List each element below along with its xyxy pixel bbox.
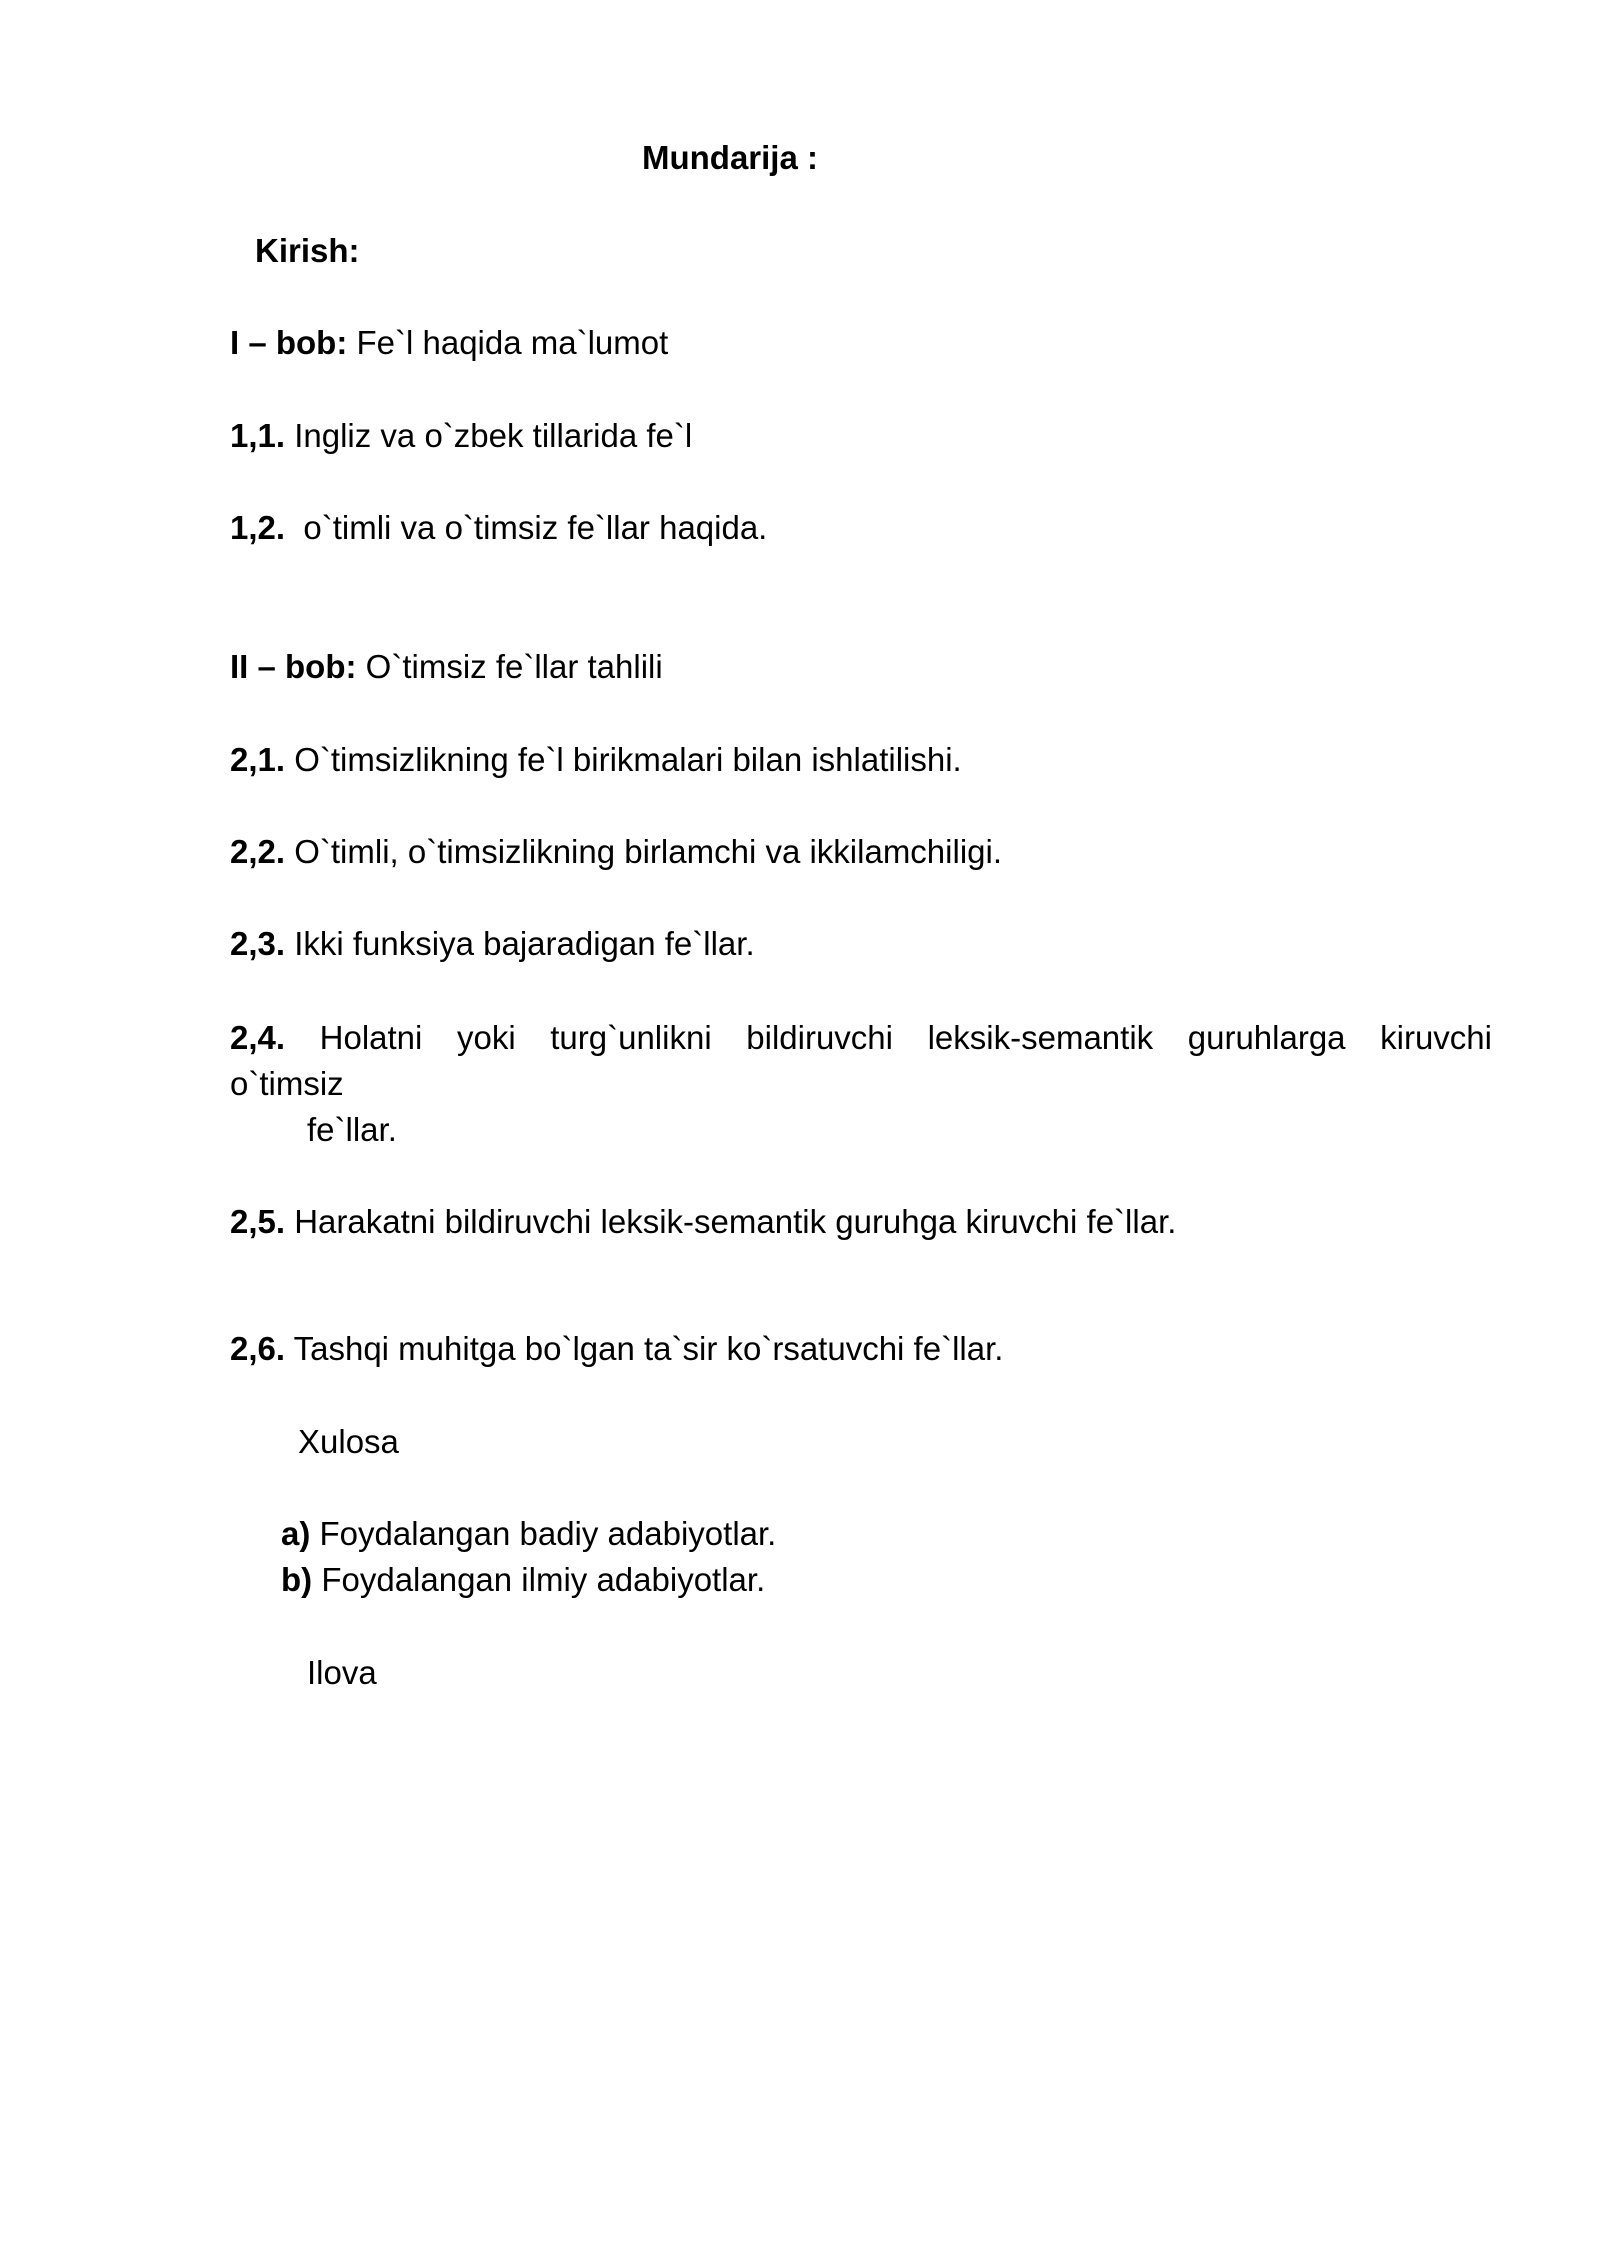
chapter-2-label: II – bob: xyxy=(230,648,357,685)
section-2-4-word: yoki xyxy=(456,1019,516,1056)
references-a-entry xyxy=(281,1511,776,1557)
references-b-label: b) xyxy=(281,1561,313,1598)
chapter-2-entry xyxy=(230,644,663,690)
section-2-4-entry xyxy=(230,1015,1492,1153)
section-2-5-number: 2,5. xyxy=(230,1203,286,1240)
section-2-4-word: turg`unlikni xyxy=(550,1019,712,1056)
references-b-title: Foydalangan ilmiy adabiyotlar. xyxy=(312,1561,766,1598)
chapter-1-label: I – bob: xyxy=(230,324,348,361)
section-2-4-line-1 xyxy=(230,1015,1492,1061)
section-2-4-word: kiruvchi xyxy=(1380,1019,1492,1056)
references-b-entry xyxy=(281,1557,765,1603)
section-2-2-title: O`timli, o`timsizlikning birlamchi va ikkilamchiligi. xyxy=(285,833,1003,870)
appendix-entry: Ilova xyxy=(307,1654,377,1691)
section-1-2-entry xyxy=(230,505,767,551)
section-2-4-number: 2,4. xyxy=(230,1019,286,1056)
references-a-label: a) xyxy=(281,1515,311,1552)
section-2-4-word: Holatni xyxy=(319,1019,423,1056)
section-2-5-entry xyxy=(230,1199,1176,1245)
section-1-1-title: Ingliz va o`zbek tillarida fe`l xyxy=(285,417,693,454)
intro-heading: Kirish: xyxy=(255,232,360,269)
section-2-2-number: 2,2. xyxy=(230,833,286,870)
section-2-6-entry xyxy=(230,1326,1003,1372)
section-2-4-word: bildiruvchi xyxy=(746,1019,893,1056)
chapter-1-title: Fe`l haqida ma`lumot xyxy=(347,324,669,361)
section-2-4-word: leksik-semantik xyxy=(927,1019,1154,1056)
section-2-4-line-3: fe`llar. xyxy=(307,1111,397,1148)
references-a-title: Foydalangan badiy adabiyotlar. xyxy=(310,1515,777,1552)
section-2-6-title: Tashqi muhitga bo`lgan ta`sir ko`rsatuvchi fe`llar. xyxy=(285,1330,1004,1367)
section-2-2-entry xyxy=(230,829,1002,875)
section-1-2-title: o`timli va o`timsiz fe`llar haqida. xyxy=(285,509,768,546)
section-2-5-title: Harakatni bildiruvchi leksik-semantik guruhga kiruvchi fe`llar. xyxy=(285,1203,1177,1240)
conclusion-entry: Xulosa xyxy=(298,1423,399,1460)
page-title: Mundarija : xyxy=(641,139,818,176)
section-2-1-title: O`timsizlikning fe`l birikmalari bilan ishlatilishi. xyxy=(285,741,962,778)
section-1-1-number: 1,1. xyxy=(230,417,286,454)
section-2-6-number: 2,6. xyxy=(230,1330,286,1367)
section-2-4-word: guruhlarga xyxy=(1187,1019,1346,1056)
section-2-3-entry xyxy=(230,921,755,967)
section-2-4-line-2: o`timsiz xyxy=(230,1065,344,1102)
section-1-1-entry xyxy=(230,413,692,459)
section-2-3-title: Ikki funksiya bajaradigan fe`llar. xyxy=(285,925,755,962)
section-2-3-number: 2,3. xyxy=(230,925,286,962)
chapter-2-title: O`timsiz fe`llar tahlili xyxy=(356,648,663,685)
chapter-1-entry xyxy=(230,320,668,366)
section-2-1-number: 2,1. xyxy=(230,741,286,778)
section-1-2-number: 1,2. xyxy=(230,509,286,546)
section-2-1-entry xyxy=(230,737,962,783)
